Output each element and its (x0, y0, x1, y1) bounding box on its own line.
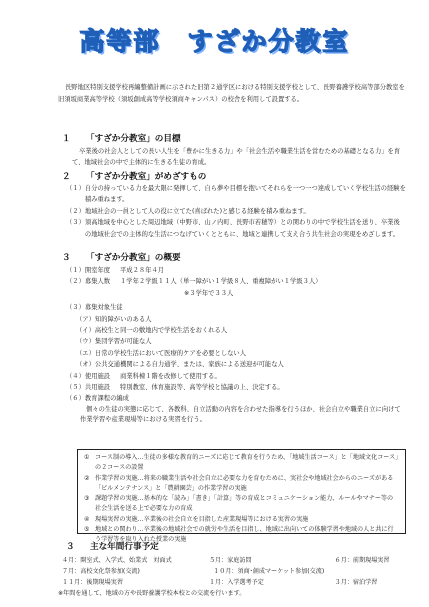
section-1-text: 卒業後の社会人としての長い人生を「豊かに生きる力」や「社会生活や職業生活を営むための基礎となる力」を育て、地域社会の中で主体的に生きる生徒の育成。 (72, 148, 401, 166)
shared-facility-label: （５）共用施設 (66, 384, 111, 392)
list-marker: （イ） (76, 327, 95, 335)
page-title: 高等部 すざか分教室 (79, 27, 350, 56)
list-text: 須高地域を中心とした周辺地域（中野市、山ノ内町、長野市若穂等）との関わりの中で学校生活を送り、卒業後の地域社会での主体的な生活につなげていくとともに、地域と連携して支え合う共生社会の実現をめざします。 (84, 219, 400, 238)
list-marker: （３） (66, 219, 85, 227)
list-marker: （エ） (76, 349, 95, 357)
feature-marker: ① (84, 454, 90, 461)
schedule-note: ※年間を通して、地域の方や長野養護学校本校との交流を行います。 (58, 590, 246, 597)
capacity-label: （２）募集人数 (66, 278, 111, 286)
feature-item (84, 515, 399, 525)
section-1-title: 「すざか分教室」の目標 (86, 134, 181, 144)
section-3-number: ３ (62, 253, 71, 263)
schedule-cell: ７月：高校文化祭参加(交流) (62, 568, 140, 575)
section-3-heading (62, 251, 181, 263)
schedule-cell: ６月：前期現場実習 (334, 557, 390, 564)
schedule-row (62, 566, 412, 577)
overview-row (66, 382, 411, 393)
overview-row (66, 288, 411, 299)
overview-row (66, 371, 411, 382)
feature-marker: ③ (84, 495, 90, 503)
list-marker: （ウ） (76, 338, 95, 346)
features-box (77, 449, 406, 544)
overview-row (66, 265, 411, 276)
intro-paragraph: 長野地区特別支援学校再編整備計画に示された旧第２通学区における特別支援学校として、長野養護学校高等部分教室を旧須坂商業高等学校（須坂創成高等学校須商キャンパス）の校舎を利用して設置する。 (58, 84, 405, 103)
feature-marker: ⑤ (84, 526, 90, 534)
feature-marker: ② (84, 474, 90, 482)
list-item (76, 314, 411, 325)
section-2-list (66, 183, 406, 240)
list-text: 公共交通機関による自力通学、または、家族による送迎が可能な人 (94, 361, 284, 369)
feature-item (84, 453, 399, 474)
list-item (66, 183, 406, 206)
schedule-row (62, 577, 412, 588)
feature-item (84, 494, 399, 515)
schedule-row (62, 555, 412, 566)
section-1-number: １ (62, 134, 71, 144)
overview-row (66, 276, 411, 287)
list-item (76, 359, 411, 370)
feature-text: 地域との関わり…卒業後の地域社会での就労や生活を目指し、地域に出向いての体験学習や地域の人と共に行う学習等を取り入れた授業の実施 (95, 526, 394, 544)
section-4-title: 主な年間行事予定 (90, 542, 159, 552)
list-item (66, 206, 406, 217)
overview-row (66, 302, 411, 313)
feature-text: コース制の導入…生徒の多様な教育的ニーズに応じて教育を行うため、「地域生活コース」と「地域文化コース」の２コースの設置 (95, 454, 399, 472)
open-year-label: （１）開室年度 (66, 267, 111, 274)
targets-label: （３）募集対象生徒 (66, 304, 123, 312)
list-item (76, 325, 411, 336)
list-text: 日常の学校生活において医療的ケアを必要としない人 (94, 349, 247, 357)
list-text: 自分の持っている力を最大限に発揮して、自ら夢や目標を抱いてそれらを一つ一つ達成していく学校生活の経験を積み重ねます。 (84, 185, 406, 204)
section-2-title: 「すざか分教室」がめざすもの (86, 172, 207, 182)
list-marker: （１） (66, 185, 85, 192)
section-2-heading (62, 170, 206, 182)
list-item (66, 217, 406, 240)
section-4-number: ３ (66, 542, 75, 552)
list-item (76, 336, 411, 347)
curriculum-text: 個々の生徒の実態に応じて、各教科、自立活動の内容を合わせた指導を行うほか、社会自立や職業自立に向けて作業学習や産業現場等における実習を行う。 (80, 405, 401, 424)
section-2-number: ２ (62, 172, 71, 182)
section-1-heading (62, 132, 181, 144)
schedule-cell: １１月：後期現場実習 (62, 579, 123, 586)
facility-value: 商業科棟１階を改修して使用する。 (120, 372, 221, 380)
shared-facility-value: 特別教室、体育施設等、高等学校と協議の上、決定する。 (120, 384, 284, 392)
list-text: 知的障がいのある人 (94, 315, 152, 323)
list-text: 集団学習が可能な人 (94, 338, 152, 346)
section-3-title: 「すざか分教室」の概要 (86, 253, 181, 263)
list-marker: （ア） (76, 315, 95, 323)
feature-text: 作業学習の実施…将来の職業生活や社会自立に必要な力を育むために、実社会や地域社会からのニーズがある「ビルメンテナンス」と「農耕園芸」の作業学習の実施 (95, 474, 394, 492)
overview-table (66, 265, 411, 426)
facility-label: （４）使用施設 (66, 372, 111, 380)
feature-marker: ④ (84, 515, 90, 523)
schedule-cell: ４月：開室式、入学式、始業式 対面式 (62, 557, 172, 564)
capacity-note: ※３学年で３３人 (184, 289, 234, 297)
schedule-table (62, 555, 412, 588)
list-item (76, 348, 411, 359)
overview-row (66, 393, 411, 404)
curriculum-label: （６）教育課程の編成 (66, 395, 129, 403)
title-area (0, 22, 429, 58)
feature-text: 現場実習の実施…卒業後の社会自立を目指した産業現場等における実習の実施 (95, 515, 309, 523)
schedule-cell: ５月：家庭訪問 (208, 557, 252, 564)
capacity-value: １学年２学級１１人（単一障がい１学級８人、重複障がい１学級３人） (120, 278, 322, 286)
open-year-value: 平成２８年４月 (120, 267, 165, 274)
list-text: 高校生と同一の敷地内で学校生活をおくれる人 (94, 327, 228, 335)
feature-item (84, 474, 399, 495)
list-text: 地域社会の一員として人の役に立てた(喜ばれた)と感じる経験を積み重ねます。 (84, 207, 310, 215)
section-4-heading (66, 540, 159, 552)
feature-text: 課題学習の実施…基本的な「読み」「書き」「計算」等の育成とコミュニケーション能力、ルールやマナー等の社会生活を送る上で必要な力の育成 (95, 495, 394, 513)
targets-list (66, 314, 411, 371)
list-marker: （２） (66, 207, 85, 215)
schedule-cell: １月：入学選考予定 (208, 579, 264, 586)
schedule-cell: １０月：須商･創成マーケット参加(交流) (213, 568, 325, 575)
schedule-cell: ３月：宿泊学習 (334, 579, 378, 586)
list-marker: （オ） (76, 361, 95, 369)
